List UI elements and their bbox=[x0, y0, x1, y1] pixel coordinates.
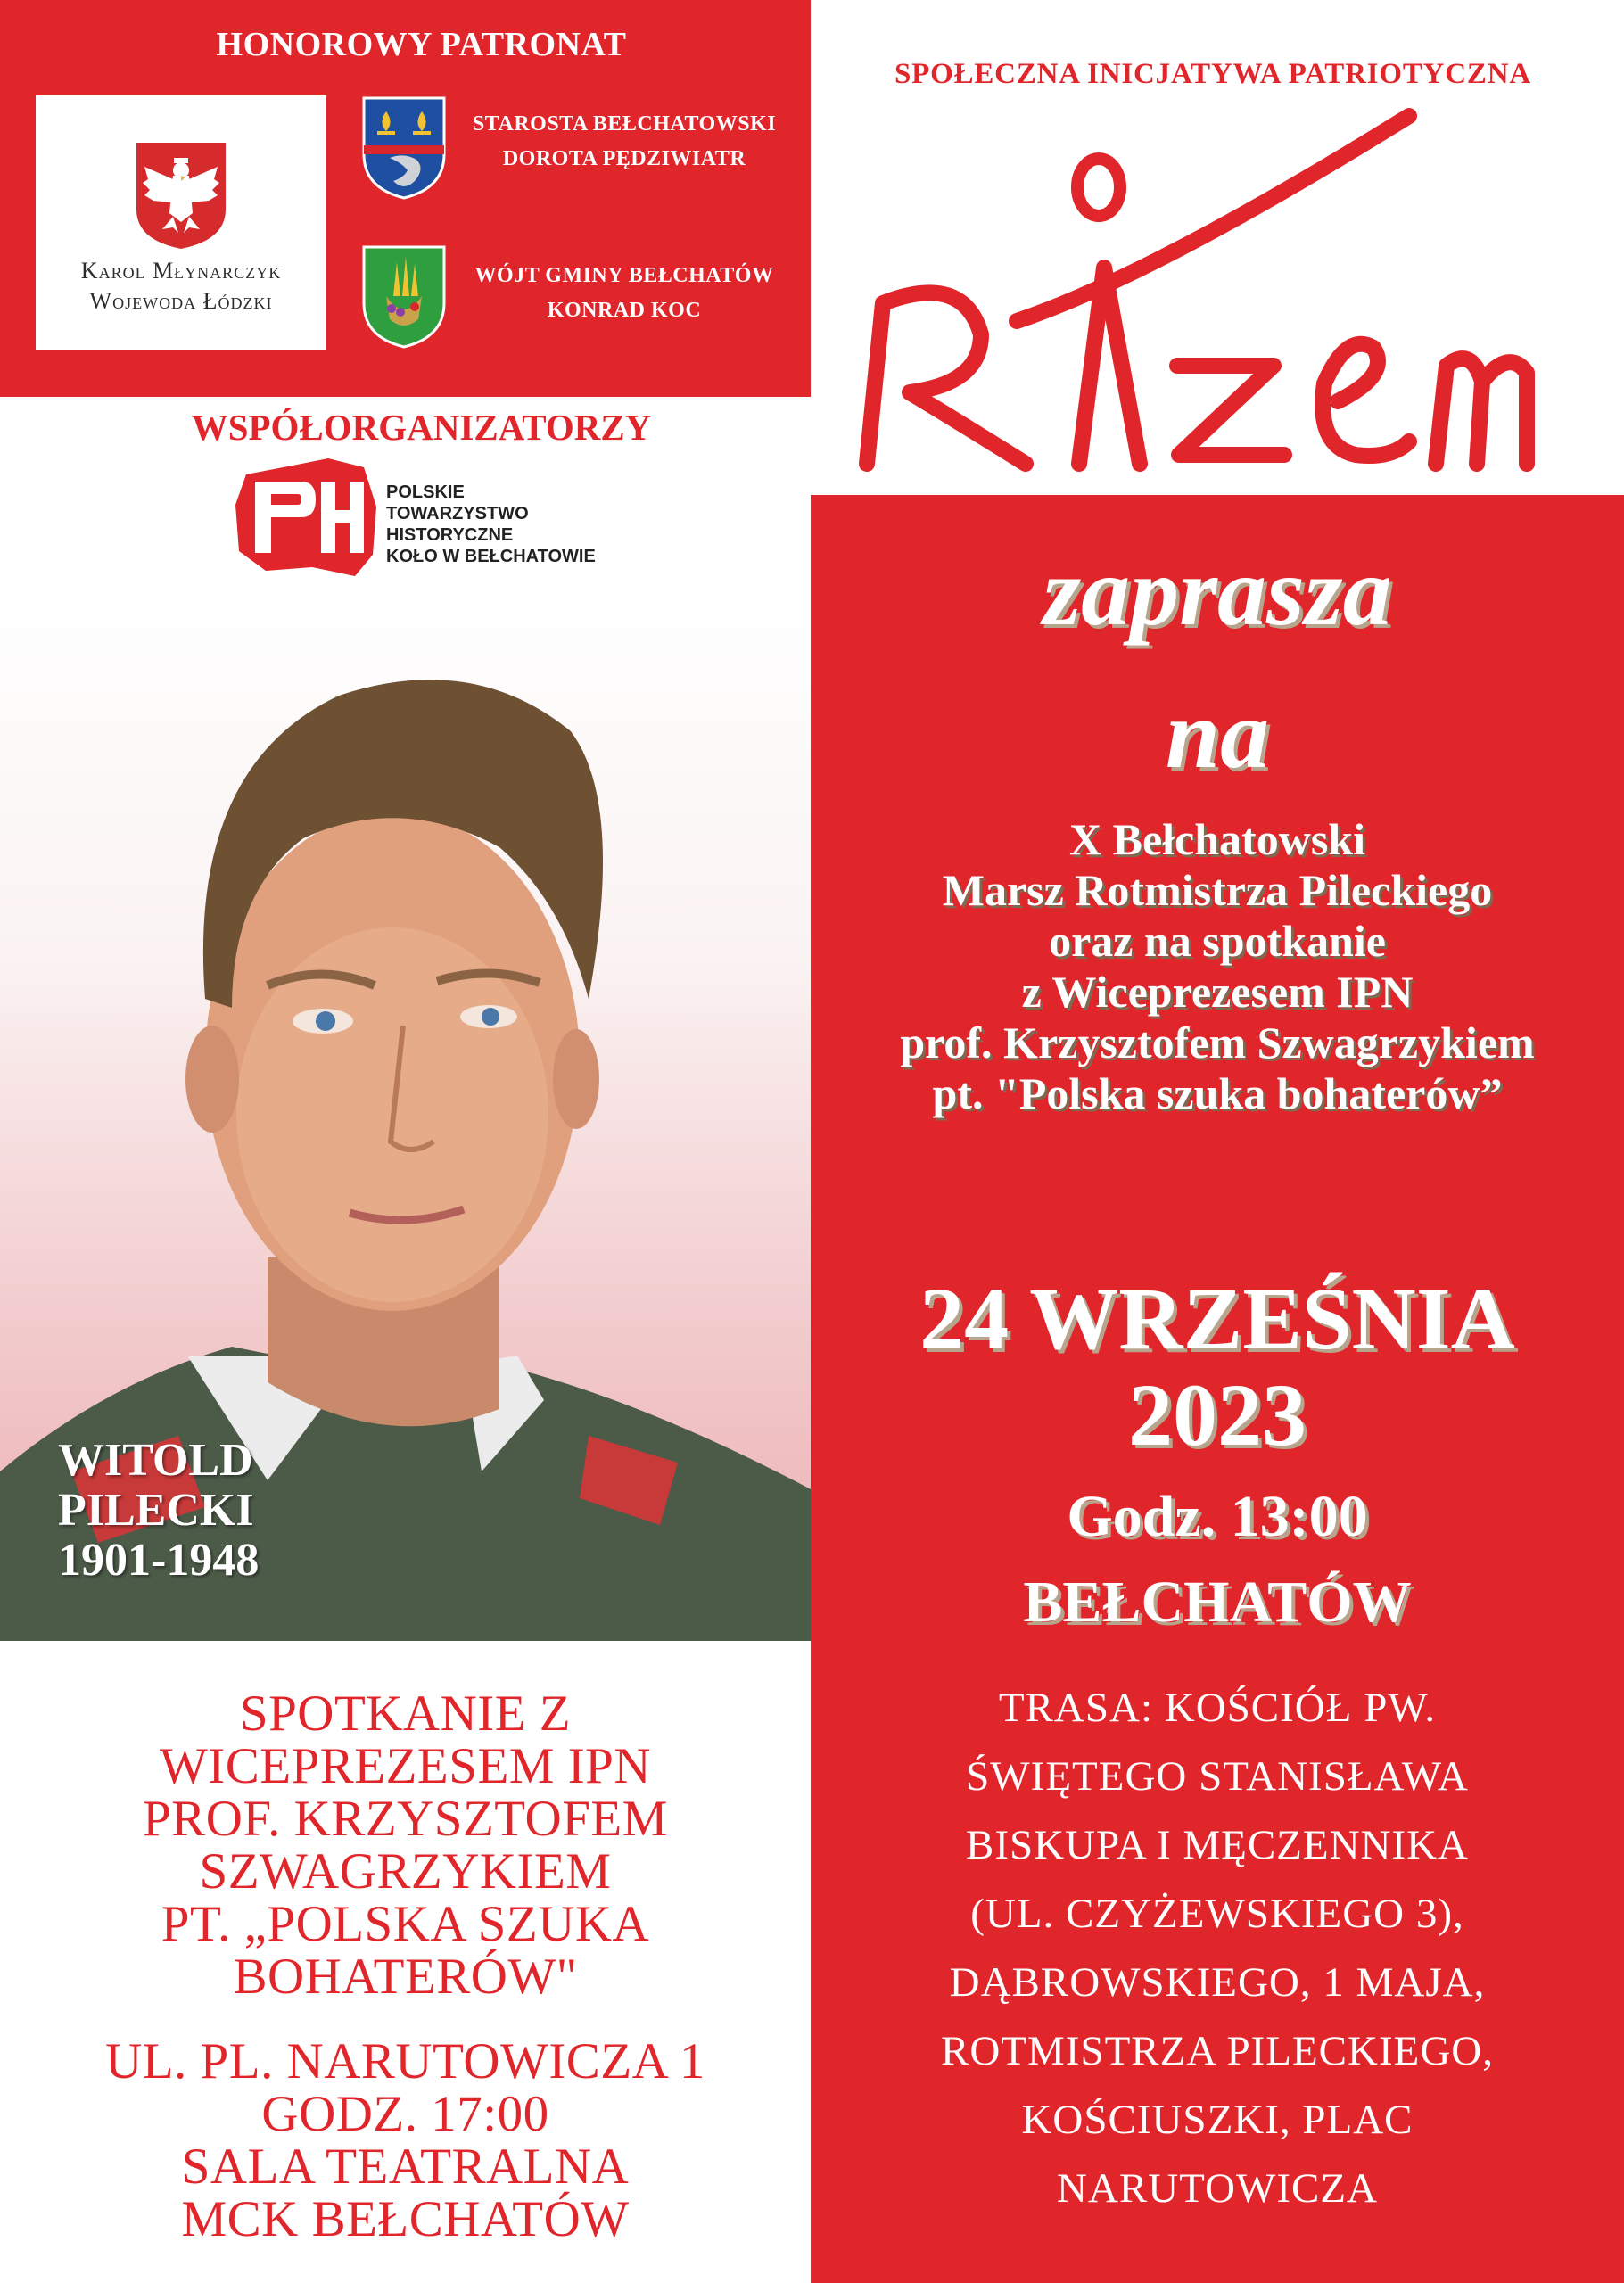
voivode-name-line: Karol Młynarczyk bbox=[80, 258, 282, 284]
portrait-caption bbox=[58, 1436, 415, 1586]
invite-word: zaprasza bbox=[1043, 537, 1392, 646]
polish-eagle-emblem-icon bbox=[134, 140, 228, 251]
starosta-title: STAROSTA BEŁCHATOWSKI bbox=[472, 112, 777, 136]
meeting-announcement bbox=[0, 1687, 811, 2003]
route-line: DĄBROWSKIEGO, 1 MAJA, bbox=[949, 1959, 1486, 2006]
razem-logo-icon bbox=[856, 98, 1552, 473]
voivode-name bbox=[36, 256, 326, 317]
pth-line-2: TOWARZYSTWO bbox=[386, 504, 529, 523]
starosta-text bbox=[455, 107, 794, 177]
meeting-line: WICEPREZESEM IPN bbox=[159, 1738, 652, 1794]
event-time: Godz. 13:00 bbox=[1067, 1484, 1368, 1549]
event-description-line: X Bełchatowski bbox=[1069, 814, 1365, 864]
event-description-line: prof. Krzysztofem Szwagrzykiem bbox=[900, 1018, 1535, 1067]
meeting-line: BOHATERÓW" bbox=[233, 1949, 578, 2005]
event-date-day: 24 WRZEŚNIA bbox=[919, 1269, 1515, 1368]
honorary-patronage-panel bbox=[0, 0, 811, 397]
event-date bbox=[811, 1271, 1624, 1463]
wojt-title: WÓJT GMINY BEŁCHATÓW bbox=[474, 264, 774, 287]
venue-line: GODZ. 17:00 bbox=[261, 2086, 549, 2142]
pth-logo-icon bbox=[230, 455, 382, 580]
event-description bbox=[811, 814, 1624, 1119]
event-description-line: Marsz Rotmistrza Pileckiego bbox=[942, 865, 1493, 915]
route-line: (UL. CZYŻEWSKIEGO 3), bbox=[970, 1891, 1464, 1937]
initiative-tagline: SPOŁECZNA INICJATYWA PATRIOTYCZNA bbox=[894, 58, 1531, 90]
route-line: TRASA: KOŚCIÓŁ PW. bbox=[998, 1685, 1437, 1731]
event-description-line: oraz na spotkanie bbox=[1049, 916, 1386, 966]
meeting-line: PROF. KRZYSZTOFEM bbox=[143, 1791, 668, 1847]
portrait-years: 1901-1948 bbox=[58, 1535, 260, 1586]
voivode-card bbox=[36, 95, 326, 350]
event-date-year: 2023 bbox=[1128, 1365, 1307, 1464]
venue-line: MCK BEŁCHATÓW bbox=[181, 2191, 630, 2247]
event-description-line: pt. "Polska szuka bohaterów” bbox=[932, 1068, 1503, 1118]
portrait-last-name: PILECKI bbox=[58, 1485, 254, 1536]
invitation-panel bbox=[811, 495, 1624, 2283]
wojt-name: KONRAD KOC bbox=[547, 299, 702, 322]
starosta-name: DOROTA PĘDZIWIATR bbox=[502, 147, 746, 170]
event-city: BEŁCHATÓW bbox=[1023, 1570, 1412, 1635]
wojt-text bbox=[455, 259, 794, 328]
route-line: ROTMISTRZA PILECKIEGO, bbox=[941, 2028, 1494, 2074]
coorganizers-title: WSPÓŁORGANIZATORZY bbox=[191, 407, 652, 448]
route-line: ŚWIĘTEGO STANISŁAWA bbox=[966, 1753, 1469, 1800]
meeting-line: SPOTKANIE Z bbox=[239, 1685, 572, 1742]
patronage-title: HONOROWY PATRONAT bbox=[216, 26, 627, 63]
venue-line: SALA TEATRALNA bbox=[181, 2139, 630, 2195]
pth-line-3: HISTORYCZNE bbox=[386, 525, 514, 545]
route-line: BISKUPA I MĘCZENNIKA bbox=[965, 1822, 1470, 1868]
gmina-coat-of-arms-icon bbox=[361, 244, 447, 350]
meeting-venue bbox=[0, 2035, 811, 2246]
meeting-line: PT. „POLSKA SZUKA bbox=[161, 1896, 650, 1952]
voivode-title-line: Wojewoda Łódzki bbox=[89, 288, 273, 314]
pth-logo bbox=[230, 455, 382, 580]
meeting-line: SZWAGRZYKIEM bbox=[199, 1843, 612, 1900]
pilecki-portrait bbox=[0, 580, 811, 1641]
event-description-line: z Wiceprezesem IPN bbox=[1021, 967, 1414, 1017]
invite-word-na: na bbox=[1165, 680, 1270, 788]
pth-name bbox=[386, 482, 654, 567]
venue-line: UL. PL. NARUTOWICZA 1 bbox=[105, 2033, 705, 2089]
march-route bbox=[811, 1674, 1624, 2223]
route-line: NARUTOWICZA bbox=[1057, 2165, 1378, 2212]
portrait-first-name: WITOLD bbox=[58, 1435, 253, 1486]
pth-line-4: KOŁO W BEŁCHATOWIE bbox=[386, 547, 596, 566]
powiat-coat-of-arms-icon bbox=[361, 95, 447, 201]
route-line: KOŚCIUSZKI, PLAC bbox=[1021, 2097, 1414, 2143]
pth-line-1: POLSKIE bbox=[386, 482, 465, 502]
